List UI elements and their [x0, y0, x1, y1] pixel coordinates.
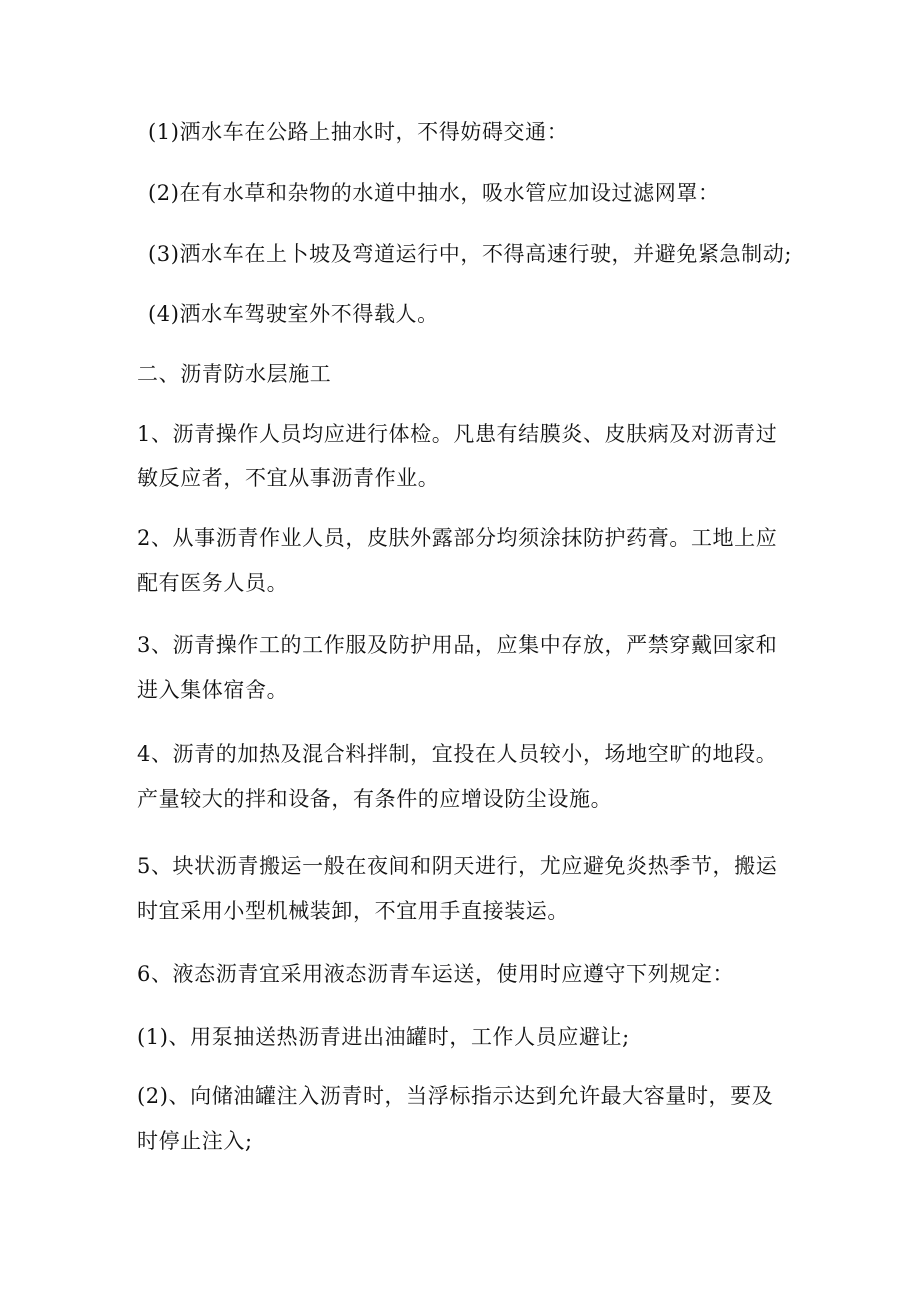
sub-rule-2-line-1: (2)、向储油罐注入沥青时，当浮标指示达到允许最大容量时，要及 — [137, 1084, 774, 1108]
section-heading: 二、沥青防水层施工 — [137, 362, 332, 386]
rule-sprinkler-3: (3)洒水车在上卜坡及弯道运行中，不得高速行驶，并避免紧急制动; — [148, 242, 793, 266]
paragraph-3-line-1: 3、沥青操作工的工作服及防护用品，应集中存放，严禁穿戴回家和 — [137, 633, 778, 657]
paragraph-4-line-2: 产量较大的拌和设备，有条件的应增设防尘设施。 — [137, 787, 613, 811]
paragraph-2-line-2: 配有医务人员。 — [137, 571, 289, 595]
paragraph-6-line-1: 6、液态沥青宜采用液态沥青车运送，使用时应遵守下列规定： — [137, 962, 735, 986]
paragraph-1-line-1: 1、沥青操作人员均应进行体检。凡患有结膜炎、皮肤病及对沥青过 — [137, 422, 778, 446]
paragraph-5-line-2: 时宜采用小型机械装卸，不宜用手直接装运。 — [137, 899, 569, 923]
rule-sprinkler-2: (2)在有水草和杂物的水道中抽水，吸水管应加设过滤网罩： — [148, 181, 720, 205]
paragraph-3-line-2: 进入集体宿舍。 — [137, 678, 289, 702]
paragraph-1-line-2: 敏反应者，不宜从事沥青作业。 — [137, 466, 440, 490]
paragraph-4-line-1: 4、沥青的加热及混合料拌制，宜投在人员较小，场地空旷的地段。 — [137, 742, 778, 766]
sub-rule-2-line-2: 时停止注入; — [137, 1129, 253, 1153]
rule-sprinkler-4: (4)洒水车驾驶室外不得载人。 — [148, 302, 439, 326]
sub-rule-1: (1)、用泵抽送热沥青进出油罐时，工作人员应避让; — [137, 1025, 630, 1049]
paragraph-2-line-1: 2、从事沥青作业人员，皮肤外露部分均须涂抹防护药膏。工地上应 — [137, 526, 778, 550]
rule-sprinkler-1: (1)洒水车在公路上抽水时，不得妨碍交通： — [148, 120, 569, 144]
paragraph-5-line-1: 5、块状沥青搬运一般在夜间和阴天进行，尤应避免炎热季节，搬运 — [137, 854, 778, 878]
